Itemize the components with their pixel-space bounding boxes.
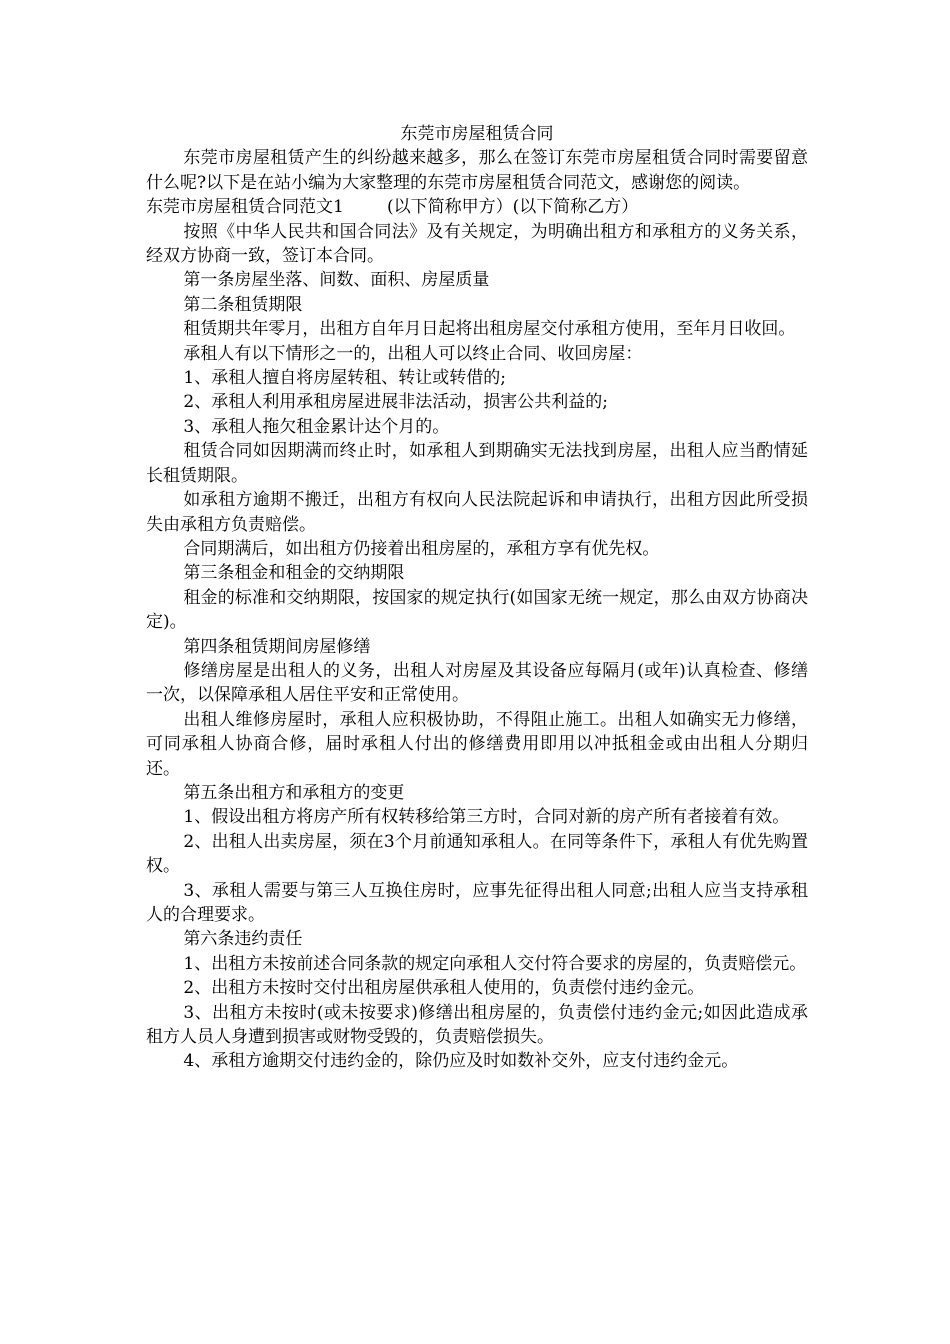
paragraph: 租金的标准和交纳期限，按国家的规定执行(如国家无统一规定，那么由双方协商决定)。	[146, 587, 808, 633]
paragraph: 第五条出租方和承租方的变更	[183, 782, 405, 803]
document-title: 东莞市房屋租赁合同	[400, 124, 554, 144]
paragraph: 第一条房屋坐落、间数、面积、房屋质量	[183, 270, 490, 291]
paragraph: 第三条租金和租金的交纳期限	[183, 563, 405, 584]
paragraph: 出租人维修房屋时，承租人应积极协助，不得阻止施工。出租人如确实无力修缮，可同承租人协商合修，届时承租人付出的修缮费用即用以冲抵租金或由出租人分期归还。	[146, 709, 808, 779]
paragraph: 2、出租方未按时交付出租房屋供承租人使用的，负责偿付违约金元。	[183, 978, 705, 999]
paragraph: 东莞市房屋租赁合同范文1 (以下简称甲方）(以下简称乙方）	[146, 197, 639, 218]
paragraph: 按照《中华人民共和国合同法》及有关规定，为明确出租方和承租方的义务关系，经双方协商一致，签订本合同。	[146, 221, 808, 267]
paragraph: 2、出租人出卖房屋，须在3个月前通知承租人。在同等条件下，承租人有优先购置权。	[146, 831, 808, 877]
paragraph: 合同期满后，如出租方仍接着出租房屋的，承租方享有优先权。	[183, 538, 660, 559]
paragraph: 4、承租方逾期交付违约金的，除仍应及时如数补交外，应支付违约金元。	[183, 1051, 739, 1072]
paragraph: 3、承租人需要与第三人互换住房时，应事先征得出租人同意;出租人应当支持承租人的合理要求。	[146, 880, 808, 925]
paragraph: 如承租方逾期不搬迁，出租方有权向人民法院起诉和申请执行，出租方因此所受损失由承租方负责赔偿。	[146, 490, 808, 535]
paragraph: 第四条租赁期间房屋修缮	[183, 636, 371, 657]
paragraph: 承租人有以下情形之一的，出租人可以终止合同、收回房屋：	[183, 343, 643, 364]
paragraph: 东莞市房屋租赁产生的纠纷越来越多，那么在签订东莞市房屋租赁合同时需要留意什么呢?以下是在站小编为大家整理的东莞市房屋租赁合同范文，感谢您的阅读。	[146, 148, 808, 193]
paragraph: 1、出租方未按前述合同条款的规定向承租人交付符合要求的房屋的，负责赔偿元。	[183, 953, 807, 974]
paragraph: 3、出租方未按时(或未按要求)修缮出租房屋的，负责偿付违约金元;如因此造成承租方人员人身遭到损害或财物受毁的，负责赔偿损失。	[146, 1002, 808, 1048]
paragraph: 2、承租人利用承租房屋进展非法活动，损害公共利益的;	[183, 392, 608, 413]
document-body	[146, 146, 808, 1073]
paragraph: 租赁期共年零月，出租方自年月日起将出租房屋交付承租方使用，至年月日收回。	[183, 319, 796, 340]
paragraph: 3、承租人拖欠租金累计达个月的。	[183, 416, 450, 437]
paragraph: 1、承租人擅自将房屋转租、转让或转借的;	[183, 368, 506, 389]
paragraph: 1、假设出租方将房产所有权转移给第三方时，合同对新的房产所有者接着有效。	[183, 807, 790, 828]
paragraph: 第六条违约责任	[183, 929, 303, 950]
paragraph: 修缮房屋是出租人的义务，出租人对房屋及其设备应每隔月(或年)认真检查、修缮一次，以保障承租人居住平安和正常使用。	[146, 660, 808, 706]
paragraph: 第二条租赁期限	[183, 294, 303, 315]
document-page	[146, 122, 808, 1074]
paragraph: 租赁合同如因期满而终止时，如承租人到期确实无法找到房屋，出租人应当酌情延长租赁期限。	[146, 441, 808, 486]
